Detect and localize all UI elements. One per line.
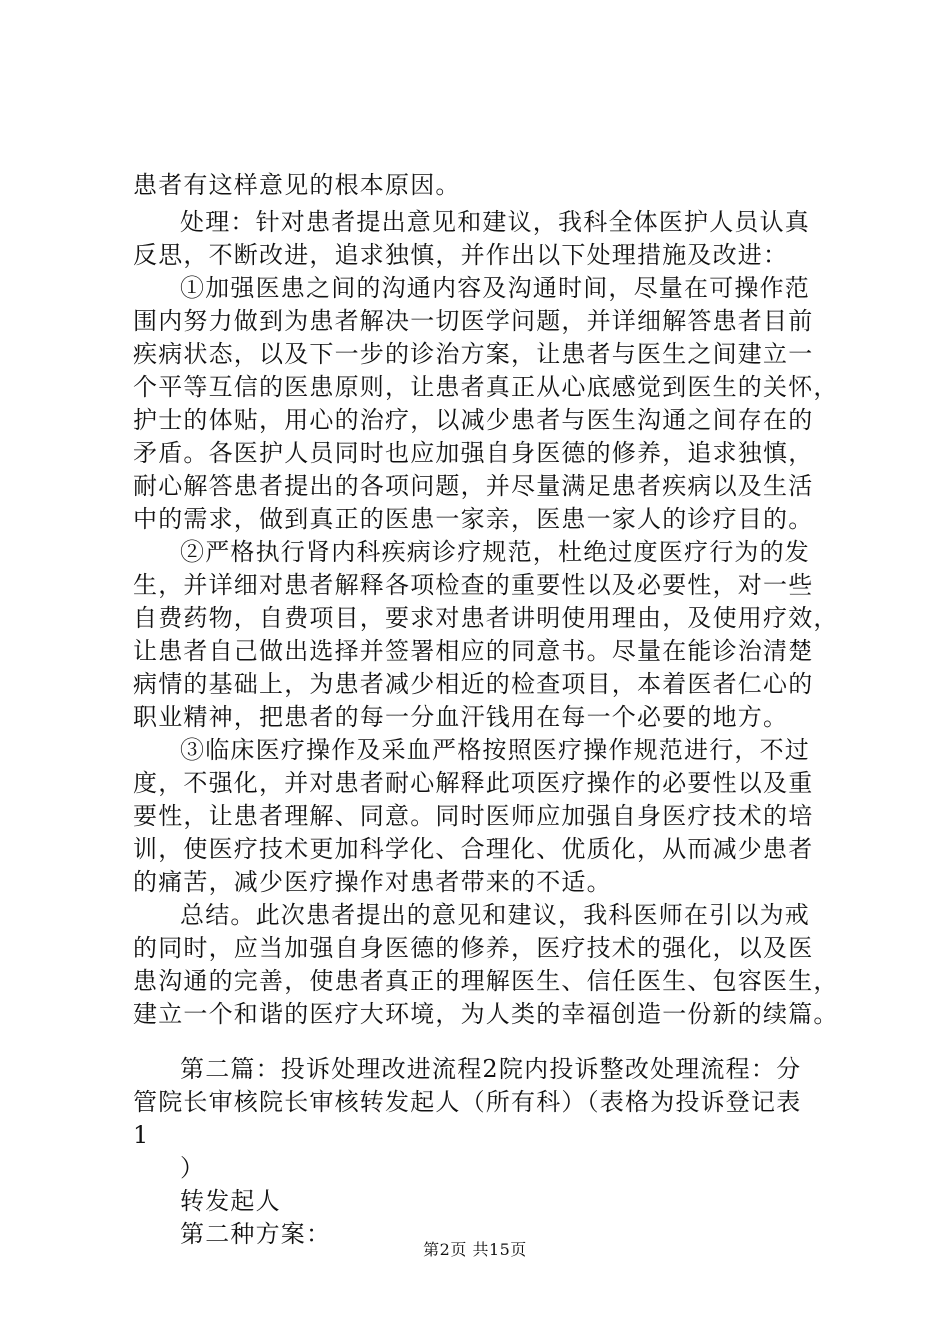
text-line: 让患者自己做出选择并签署相应的同意书。尽量在能诊治清楚 bbox=[133, 637, 814, 665]
text-line: 患者有这样意见的根本原因。 bbox=[133, 171, 461, 199]
text-line: 转发起人 bbox=[180, 1187, 281, 1215]
page-number-footer: 第2页 共15页 bbox=[423, 1240, 527, 1259]
text-line: 的同时，应当加强自身医德的修养，医疗技术的强化，以及医 bbox=[133, 934, 814, 962]
text-line: ） bbox=[180, 1154, 206, 1182]
text-line: 度，不强化，并对患者耐心解释此项医疗操作的必要性以及重 bbox=[133, 769, 814, 797]
text-line: ①加强医患之间的沟通内容及沟通时间，尽量在可操作范 bbox=[180, 274, 810, 302]
text-line: 耐心解答患者提出的各项问题，并尽量满足患者疾病以及生活 bbox=[133, 472, 814, 500]
text-line: 职业精神，把患者的每一分血汗钱用在每一个必要的地方。 bbox=[133, 703, 789, 731]
text-line: 要性，让患者理解、同意。同时医师应加强自身医疗技术的培 bbox=[133, 802, 814, 830]
text-line: 第二种方案： bbox=[180, 1220, 332, 1248]
text-line: 护士的体贴，用心的治疗，以减少患者与医生沟通之间存在的 bbox=[133, 406, 814, 434]
text-line: 疾病状态，以及下一步的诊治方案，让患者与医生之间建立一 bbox=[133, 340, 814, 368]
text-line: 训，使医疗技术更加科学化、合理化、优质化，从而减少患者 bbox=[133, 835, 814, 863]
text-line: 1 bbox=[133, 1121, 150, 1149]
text-line: 第二篇：投诉处理改进流程2院内投诉整改处理流程：分 bbox=[180, 1055, 802, 1083]
text-line: ②严格执行肾内科疾病诊疗规范，杜绝过度医疗行为的发 bbox=[180, 538, 810, 566]
text-line: 个平等互信的医患原则，让患者真正从心底感觉到医生的关怀， bbox=[133, 373, 839, 401]
text-line: 自费药物，自费项目，要求对患者讲明使用理由，及使用疗效， bbox=[133, 604, 839, 632]
text-line: ③临床医疗操作及采血严格按照医疗操作规范进行，不过 bbox=[180, 736, 810, 764]
text-line: 患沟通的完善，使患者真正的理解医生、信任医生、包容医生， bbox=[133, 967, 839, 995]
text-line: 生，并详细对患者解释各项检查的重要性以及必要性，对一些 bbox=[133, 571, 814, 599]
text-line: 围内努力做到为患者解决一切医学问题，并详细解答患者目前 bbox=[133, 307, 814, 335]
text-line: 总结。此次患者提出的意见和建议，我科医师在引以为戒 bbox=[180, 901, 810, 929]
text-line: 的痛苦，减少医疗操作对患者带来的不适。 bbox=[133, 868, 612, 896]
text-line: 矛盾。各医护人员同时也应加强自身医德的修养，追求独慎， bbox=[133, 439, 814, 467]
text-line: 管院长审核院长审核转发起人（所有科）（表格为投诉登记表 bbox=[133, 1088, 802, 1116]
text-line: 病情的基础上，为患者减少相近的检查项目，本着医者仁心的 bbox=[133, 670, 814, 698]
text-line: 建立一个和谐的医疗大环境，为人类的幸福创造一份新的续篇。 bbox=[133, 1000, 839, 1028]
text-line: 处理：针对患者提出意见和建议，我科全体医护人员认真 bbox=[180, 208, 810, 236]
text-line: 中的需求，做到真正的医患一家亲，医患一家人的诊疗目的。 bbox=[133, 505, 814, 533]
text-line: 反思，不断改进，追求独慎，并作出以下处理措施及改进： bbox=[133, 241, 789, 269]
